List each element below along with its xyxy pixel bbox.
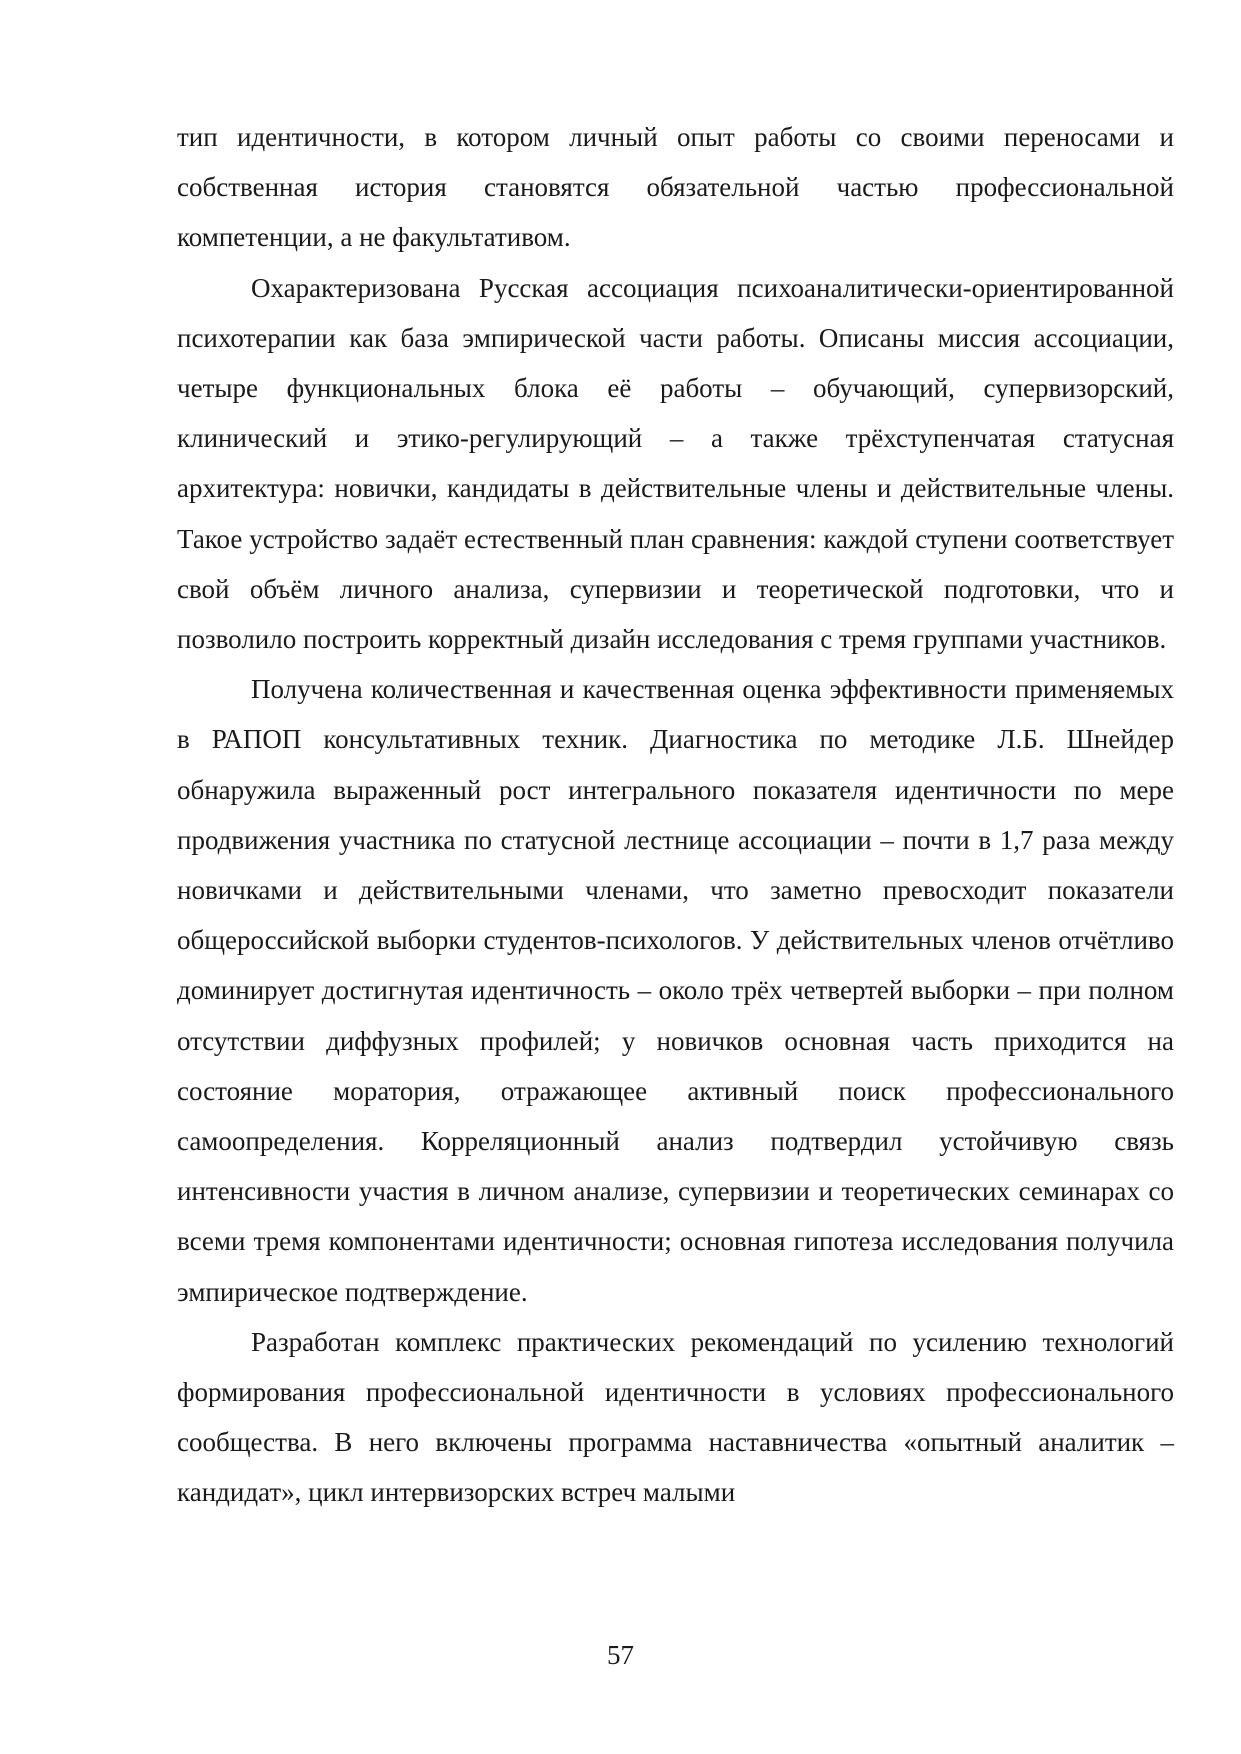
page-number: 57 [607, 1640, 634, 1670]
paragraph-continuation: тип идентичности, в котором личный опыт работы со своими переносами и собственная история становятся обязательной частью профессиональной компетенции, а не факультативом. [177, 122, 1174, 253]
paragraph-recommendations: Разработан комплекс практических рекомендаций по усилению технологий формирования профессиональной идентичности в условиях профессионального сообщества. В него включены программа наставничества «опытный аналитик – кандидат», цикл интервизорских встреч малыми [177, 1326, 1174, 1508]
paragraph-assessment: Получена количественная и качественная оценка эффективности применяемых в РАПОП консультативных техник. Диагностика по методике Л.Б. Шнейдер обнаружила выраженный рост интегрального показателя идентичности по мере продвижения участника по статусной лестнице ассоциации – почти в 1,7 раза между новичками и действительными членами, что заметно превосходит показатели общероссийской выборки студентов-психологов. У действительных членов отчётливо доминирует достигнутая идентичность – около трёх четвертей выборки – при полном отсутствии диффузных профилей; у новичков основная часть приходится на состояние моратория, отражающее активный поиск профессионального самоопределения. Корреляционный анализ подтвердил устойчивую связь интенсивности участия в личном анализе, супервизии и теоретических семинарах со всеми тремя компонентами идентичности; основная гипотеза исследования получила эмпирическое подтверждение. [177, 674, 1174, 1307]
body-text [177, 112, 1174, 1518]
paragraph-association: Охарактеризована Русская ассоциация психоаналитически-ориентированной психотерапии как база эмпирической части работы. Описаны миссия ассоциации, четыре функциональных блока её работы – обучающий, супервизорский, клинический и этико-регулирующий – а также трёхступенчатая статусная архитектура: новички, кандидаты в действительные члены и действительные члены. Такое устройство задаёт естественный план сравнения: каждой ступени соответствует свой объём личного анализа, супервизии и теоретической подготовки, что и позволило построить корректный дизайн исследования с тремя группами участников. [177, 272, 1174, 655]
